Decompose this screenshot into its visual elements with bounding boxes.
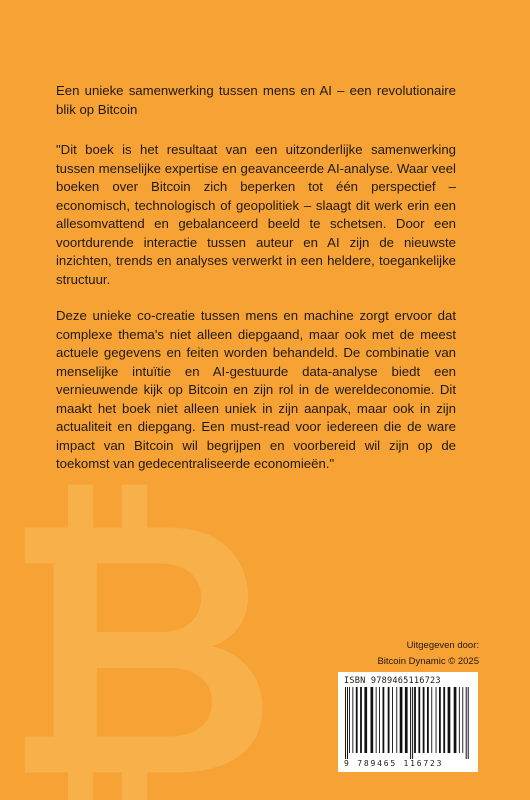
barcode-bar (356, 687, 358, 753)
barcode-bar (410, 687, 411, 759)
barcode-bar (431, 687, 432, 753)
barcode-bar (349, 687, 350, 753)
barcode-bar (347, 687, 348, 759)
publisher-label: Uitgegeven door: (406, 640, 479, 651)
barcode-bar (376, 687, 377, 753)
barcode-bar (427, 687, 429, 753)
barcode-bar (360, 687, 362, 753)
blurb (56, 82, 456, 492)
barcode-bar (352, 687, 353, 753)
barcode-bar (379, 687, 380, 753)
bitcoin-logo-icon (0, 470, 320, 800)
barcode-bar (371, 687, 374, 753)
isbn-barcode (338, 672, 478, 772)
barcode-bar (414, 687, 416, 753)
barcode-bar (383, 687, 385, 753)
barcode-bar (423, 687, 425, 753)
barcode-bar (392, 687, 393, 753)
barcode-bar (448, 687, 451, 753)
barcode-bar (345, 687, 346, 759)
barcode-bar (443, 687, 445, 753)
barcode-bar (459, 687, 460, 753)
barcode-bar (364, 687, 367, 753)
barcode-bar (405, 687, 408, 753)
barcode-bar (439, 687, 441, 753)
barcode-bar (466, 687, 467, 759)
barcode-bar (454, 687, 457, 753)
publisher-name: Bitcoin Dynamic © 2025 (377, 656, 479, 667)
isbn-label: ISBN 9789465116723 (344, 676, 441, 686)
barcode-bar (418, 687, 420, 753)
barcode-bars (344, 687, 472, 759)
barcode-bar (412, 687, 413, 759)
barcode-bar (388, 687, 390, 753)
barcode-bar (436, 687, 437, 753)
barcode-digits: 9 789465 116723 (344, 759, 444, 768)
barcode-bar (462, 687, 463, 753)
publisher-info (329, 638, 479, 670)
barcode-bar (400, 687, 403, 753)
blurb-paragraph-1: "Dit boek is het resultaat van een uitzonderlijke samenwerking tussen menselijke expertise en geavanceerde AI-analyse. Waar veel boeken over Bitcoin zich beperken tot één perspectief – economisch, technologisch of geopolitiek – slaagt dit werk erin een allesomvattend en gebalanceerd beeld te schetsen. Door een voortdurende interactie tussen auteur en AI zijn de nieuwste inzichten, trends en analyses verwerkt in een heldere, toegankelijke structuur. (56, 142, 456, 287)
barcode-bar (468, 687, 469, 759)
blurb-paragraph-2: Deze unieke co-creatie tussen mens en machine zorgt ervoor dat complexe thema's niet alleen diepgaand, maar ook met de meest actuele gegevens en feiten worden behandeld. De combinatie van menselijke intuïtie en AI-gestuurde data-analyse biedt een vernieuwende kijk op Bitcoin en zijn rol in de wereldeconomie. Dit maakt het boek niet alleen uniek in zijn aanpak, maar ook in zijn actualiteit en diepgang. Een must-read voor iedereen die de ware impact van Bitcoin wil begrijpen en voorbereid wil zijn op de toekomst van gedecentraliseerde economieën." (56, 308, 456, 471)
blurb-intro: Een unieke samenwerking tussen mens en AI – een revolutionaire blik op Bitcoin (56, 83, 456, 117)
barcode-bar (396, 687, 397, 753)
